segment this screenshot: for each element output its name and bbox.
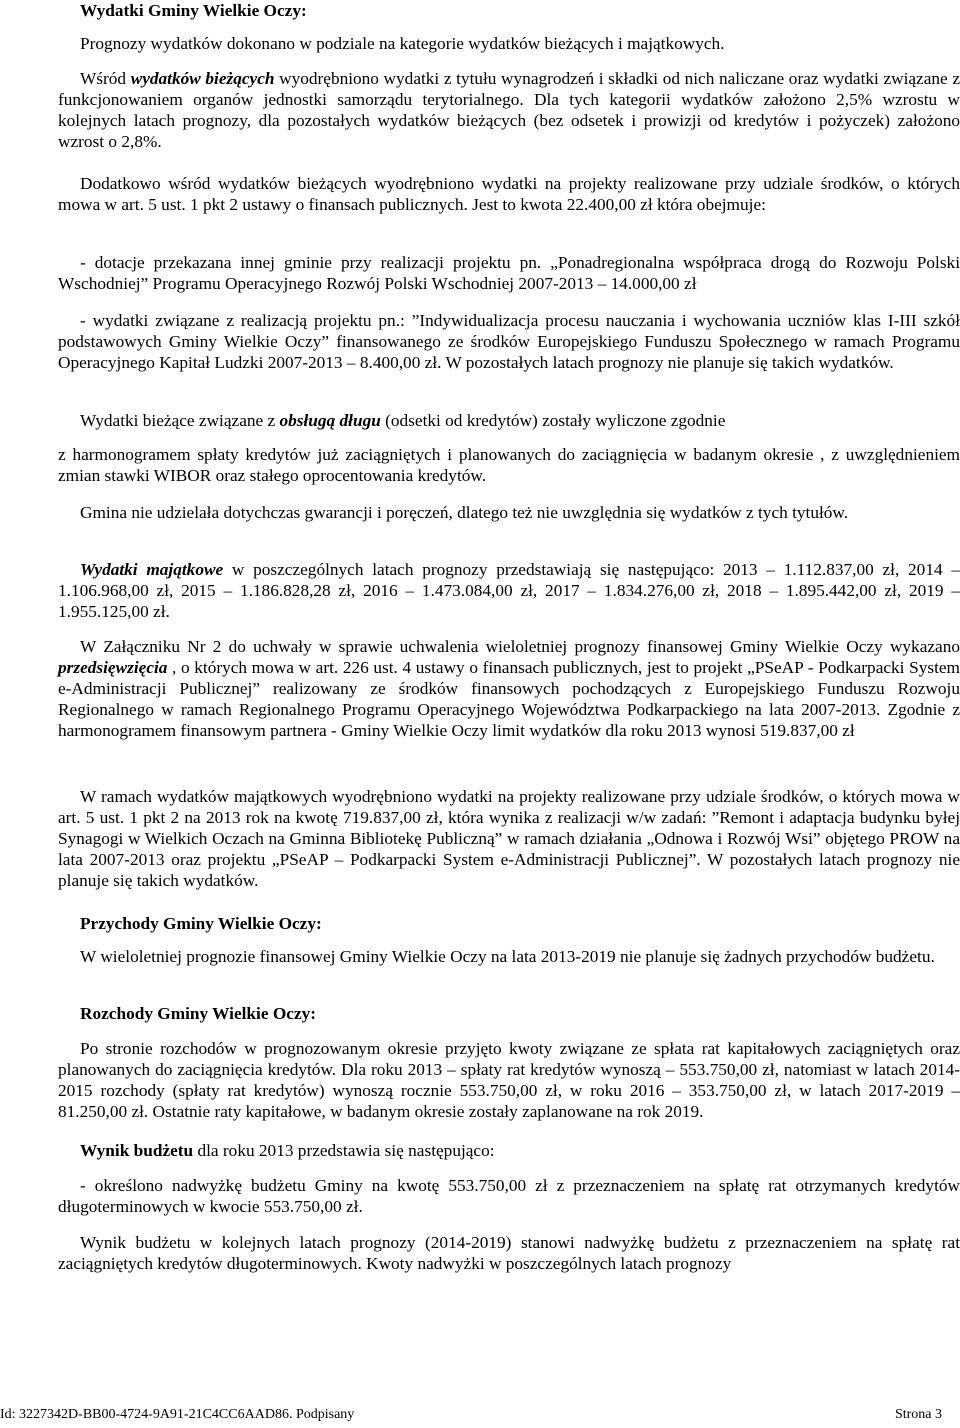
rozchody-heading: Rozchody Gminy Wielkie Oczy: — [80, 1004, 317, 1023]
przychody-heading: Przychody Gminy Wielkie Oczy: — [80, 914, 322, 933]
current-expenses-post: wyodrębniono wydatki z tytułu wynagrodzeń i składki od nich naliczane oraz wydatki związane z funkcjonowaniem organów jednostki samorządu terytorialnego. Dla tych kategorii wydatków założono 2,5% wzrostu w kolejnych latach prognozy, dla pozostałych wydatków bieżących (bez odsetek i prowizji od kredytów i pożyczek) założono wzrost o 2,8%. — [58, 69, 960, 151]
paragraph-outgoings: Po stronie rozchodów w prognozowanym okresie przyjęto kwoty związane ze spłata rat kapitałowych zaciągniętych oraz planowanych do zaciągnięcia kredytów. Dla roku 2013 – spłaty rat kredytów wynoszą – 553.750,00 zł, natomiast w latach 2014-2015 rozchody (spłaty rat kredytów) wynoszą rocznie 553.750,00 zł, w roku 2016 – 353.750,00 zł, w latach 2017-2019 – 81.250,00 zł. Ostatnie raty kapitałowe, w badanym okresie zostały zaplanowane na rok 2019. — [58, 1039, 960, 1121]
paragraph-revenues: W wieloletniej prognozie finansowej Gminy Wielkie Oczy na lata 2013-2019 nie planuje się żadnych przychodów budżetu. — [80, 947, 935, 966]
wydatki-heading: Wydatki Gminy Wielkie Oczy: — [80, 1, 307, 20]
paragraph-surplus-following-years: Wynik budżetu w kolejnych latach prognozy (2014-2019) stanowi nadwyżkę budżetu z przeznaczeniem na spłatę rat zaciągniętych kredytów długoterminowych. Kwoty nadwyżki w poszczególnych latach prognozy — [58, 1233, 960, 1273]
capital-expenses-post: w poszczególnych latach prognozy przedstawiają się następująco: 2013 – 1.112.837,00 zł, 2014 – 1.106.968,00 zł, 2015 – 1.186.828,28 zł, 2016 – 1.473.084,00 zł, 2017 – 1.834.276,00 zł, 2018 – 1.895.442,00 zł, 2019 – 1.955.125,00 zł. — [58, 560, 960, 621]
current-expenses-pre: Wśród — [80, 69, 131, 88]
attachment-post: , o których mowa w art. 226 ust. 4 ustawy o finansach publicznych, jest to projekt „PSeAP - Podkarpacki System e-Administracji Publicznej” realizowany ze środków finansowych pochodzących z Europejskiego Funduszu Rozwoju Regionalnego w ramach Regionalnego Programu Operacyjnego Województwa Podkarpackiego na lata 2007-2013. Zgodnie z harmonogramem finansowym partnera - Gminy Wielkie Oczy limit wydatków dla roku 2013 wynosi 519.837,00 zł — [58, 658, 960, 740]
budget-result-post: dla roku 2013 przedstawia się następująco: — [193, 1141, 495, 1160]
debt-service-post: (odsetki od kredytów) zostały wyliczone zgodnie — [380, 411, 726, 430]
current-expenses-emphasis: wydatków bieżących — [130, 69, 275, 88]
paragraph-guarantees: Gmina nie udzielała dotychczas gwarancji i poręczeń, dlatego też nie uwzględnia się wydatków z tych tytułów. — [80, 503, 849, 522]
capital-expenses-emphasis: Wydatki majątkowe — [80, 560, 224, 579]
paragraph-debt-service — [58, 410, 960, 431]
paragraph-capital-projects: W ramach wydatków majątkowych wyodrębniono wydatki na projekty realizowane przy udziale środków, o których mowa w art. 5 ust. 1 pkt 2 na 2013 rok na kwotę 719.837,00 zł, która wynika z realizacji w/w zadań: ”Remont i adaptacja budynku byłej Synagogi w Wielkich Oczach na Gminna Bibliotekę Publiczną” w ramach działania „Odnowa i Rozwój Wsi” objętego PROW na lata 2007-2013 oraz projektu „PSeAP – Podkarpacki System e-Administracji Publicznej”. W pozostałych latach prognozy nie planuje się takich wydatków. — [58, 787, 960, 890]
paragraph-surplus-2013: - określono nadwyżkę budżetu Gminy na kwotę 553.750,00 zł z przeznaczeniem na spłatę rat otrzymanych kredytów długoterminowych w kwocie 553.750,00 zł. — [58, 1176, 960, 1216]
paragraph-budget-result — [58, 1140, 960, 1161]
paragraph-grant-item: - dotacje przekazana innej gminie przy realizacji projektu pn. „Ponadregionalna współpraca drogą do Rozwoju Polski Wschodniej” Programu Operacyjnego Rozwój Polski Wschodniej 2007-2013 – 14.000,00 zł — [58, 253, 960, 293]
paragraph-education-project-item: - wydatki związane z realizacją projektu pn.: ”Indywidualizacja procesu nauczania i wychowania uczniów klas I-III szkół podstawowych Gminy Wielkie Oczy” finansowanego ze środków Europejskiego Funduszu Społecznego w ramach Programu Operacyjnego Kapitał Ludzki 2007-2013 – 8.400,00 zł. W pozostałych latach prognozy nie planuje się takich wydatków. — [58, 311, 960, 372]
debt-service-emphasis: obsługą długu — [279, 411, 381, 430]
paragraph-project-expenses: Dodatkowo wśród wydatków bieżących wyodrębniono wydatki na projekty realizowane przy udziale środków, o których mowa w art. 5 ust. 1 pkt 2 ustawy o finansach publicznych. Jest to kwota 22.400,00 zł która obejmuje: — [58, 174, 960, 214]
paragraph-forecast-categories: Prognozy wydatków dokonano w podziale na kategorie wydatków bieżących i majątkowych. — [80, 34, 725, 53]
paragraph-repayment-schedule: z harmonogramem spłaty kredytów już zaciągniętych i planowanych do zaciągnięcia w badanym okresie , z uwzględnieniem zmian stawki WIBOR oraz stałego oprocentowania kredytów. — [58, 445, 960, 485]
page-number: Strona 3 — [894, 1407, 942, 1422]
document-id: Id: 3227342D-BB00-4724-9A91-21C4CC6AAD86. Podpisany — [0, 1407, 355, 1422]
debt-service-pre: Wydatki bieżące związane z — [80, 411, 280, 430]
attachment-pre: W Załączniku Nr 2 do uchwały w sprawie uchwalenia wieloletniej prognozy finansowej Gminy Wielkie Oczy wykazano — [80, 637, 960, 656]
attachment-emphasis: przedsięwzięcia — [58, 658, 168, 677]
paragraph-attachment-projects — [58, 636, 960, 741]
paragraph-capital-expenses — [58, 559, 960, 622]
budget-result-emphasis: Wynik budżetu — [80, 1141, 194, 1160]
paragraph-current-expenses — [58, 68, 960, 152]
